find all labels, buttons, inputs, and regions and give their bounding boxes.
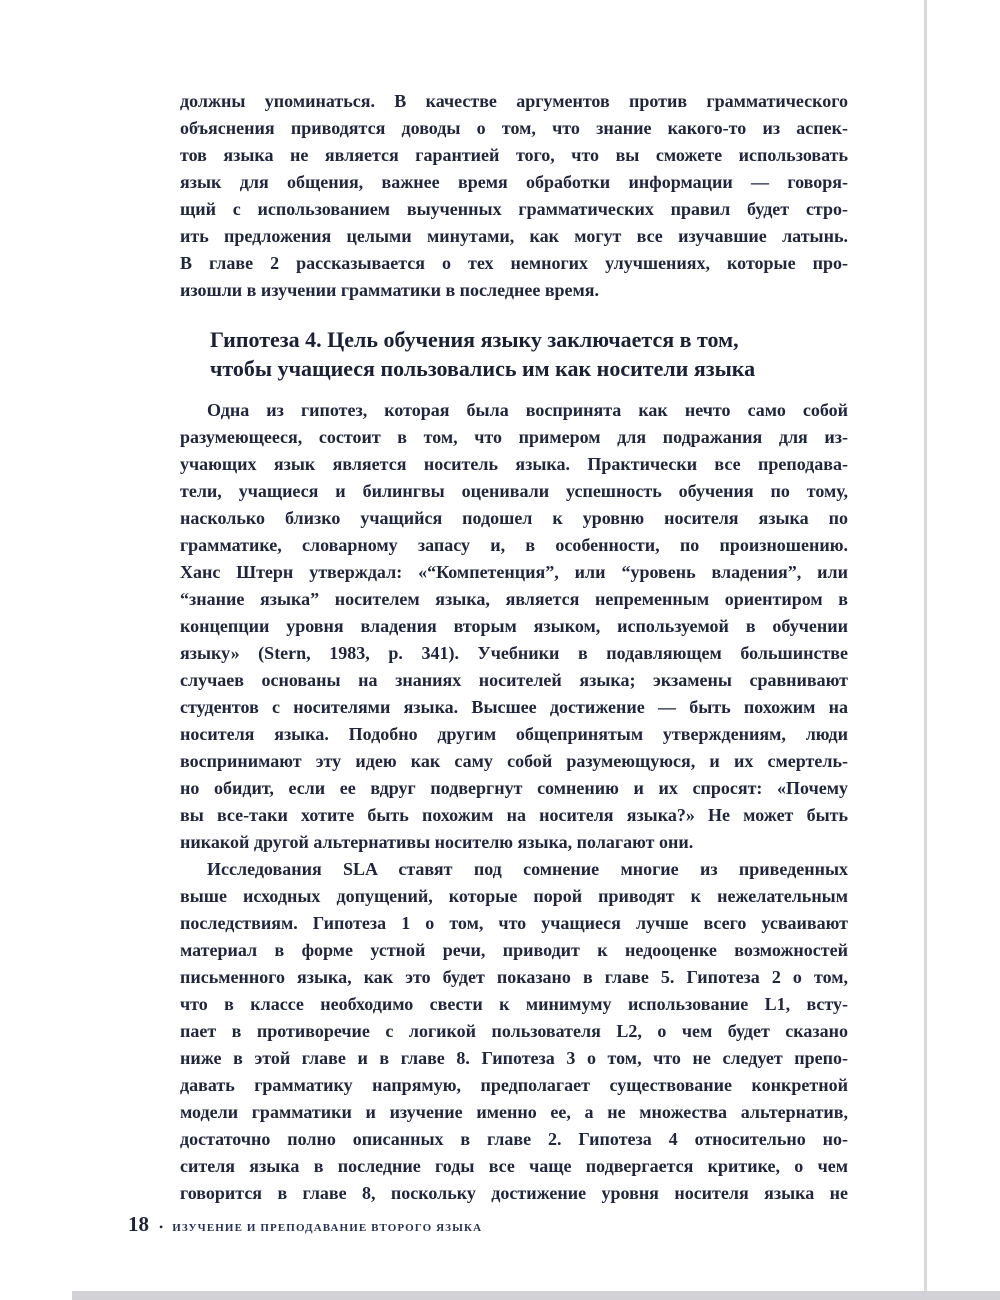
text-line: тов языка не является гарантией того, что вы сможете использовать	[180, 145, 848, 165]
text-line: грамматике, словарному запасу и, в особенности, по произношению.	[180, 535, 848, 555]
text-line: никакой другой альтернативы носителю языка, полагают они.	[180, 832, 694, 852]
section-heading	[210, 325, 850, 383]
text-line: щий с использованием выученных грамматических правил будет стро-	[180, 199, 848, 219]
text-line: давать грамматику напрямую, предполагает существование конкретной	[180, 1075, 848, 1095]
text-line: носителя языка. Подобно другим общепринятым утверждениям, люди	[180, 724, 848, 744]
paragraph-sla-research	[180, 856, 848, 1207]
bullet-separator-icon: •	[159, 1220, 164, 1234]
text-line: модели грамматики и изучение именно ее, а не множества альтернатив,	[180, 1102, 848, 1122]
text-line: говорится в главе 8, поскольку достижение уровня носителя языка не	[180, 1183, 848, 1203]
text-line: пает в противоречие с логикой пользователя L2, о чем будет сказано	[180, 1021, 848, 1041]
heading-line: чтобы учащиеся пользовались им как носители языка	[210, 356, 756, 381]
text-line: Одна из гипотез, которая была воспринята как нечто само собой	[207, 400, 848, 420]
text-line: тели, учащиеся и билингвы оценивали успешность обучения по тому,	[180, 481, 848, 501]
heading-line: Гипотеза 4. Цель обучения языку заключается в том,	[210, 327, 739, 352]
text-line: студентов с носителями языка. Высшее достижение — быть похожим на	[180, 697, 848, 717]
text-line: вы все-таки хотите быть похожим на носителя языка?» Не может быть	[180, 805, 848, 825]
text-line: объяснения приводятся доводы о том, что знание какого-то из аспек-	[180, 118, 848, 138]
text-line: выше исходных допущений, которые порой приводят к нежелательным	[180, 886, 848, 906]
text-line: ить предложения целыми минутами, как могут все изучавшие латынь.	[180, 226, 848, 246]
text-line: материал в форме устной речи, приводит к недооценке возможностей	[180, 940, 848, 960]
text-line: концепции уровня владения вторым языком, используемой в обучении	[180, 616, 848, 636]
text-line: должны упоминаться. В качестве аргументов против грамматического	[180, 91, 848, 111]
text-line: письменного языка, как это будет показано в главе 5. Гипотеза 2 о том,	[180, 967, 848, 987]
text-line: ниже в этой главе и в главе 8. Гипотеза 3 о том, что не следует препо-	[180, 1048, 848, 1068]
text-line: последствиям. Гипотеза 1 о том, что учащиеся лучше всего усваивают	[180, 913, 848, 933]
text-line: язык для общения, важнее время обработки информации — говоря-	[180, 172, 848, 192]
text-line: учающих язык является носитель языка. Практически все преподава-	[180, 454, 848, 474]
page-footer	[128, 1212, 828, 1240]
text-line: случаев основаны на знаниях носителей языка; экзамены сравнивают	[180, 670, 848, 690]
running-title: ИЗУЧЕНИЕ И ПРЕПОДАВАНИЕ ВТОРОГО ЯЗЫКА	[172, 1222, 483, 1234]
text-line: сителя языка в последние годы все чаще подвергается критике, о чем	[180, 1156, 848, 1176]
text-line: насколько близко учащийся подошел к уровню носителя языка по	[180, 508, 848, 528]
text-line: достаточно полно описанных в главе 2. Гипотеза 4 относительно но-	[180, 1129, 848, 1149]
text-line: языку» (Stern, 1983, p. 341). Учебники в подавляющем большинстве	[180, 643, 848, 663]
text-line: разумеющееся, состоит в том, что примером для подражания для из-	[180, 427, 848, 447]
scan-page-edge-shadow	[924, 0, 927, 1292]
text-line: “знание языка” носителем языка, является непременным ориентиром в	[180, 589, 848, 609]
scan-bottom-edge-shadow	[72, 1291, 1000, 1300]
paragraph-native-speaker	[180, 397, 848, 856]
text-line: что в классе необходимо свести к минимуму использование L1, всту-	[180, 994, 848, 1014]
page-number: 18	[128, 1212, 149, 1236]
text-line: но обидит, если ее вдруг подвергнут сомнению и их спросят: «Почему	[180, 778, 848, 798]
text-line: изошли в изучении грамматики в последнее время.	[180, 280, 600, 300]
text-line: Исследования SLA ставят под сомнение многие из приведенных	[207, 859, 848, 879]
text-line: Ханс Штерн утверждал: «“Компетенция”, или “уровень владения”, или	[180, 562, 848, 582]
text-line: В главе 2 рассказывается о тех немногих улучшениях, которые про-	[180, 253, 848, 273]
text-line: воспринимают эту идею как саму собой разумеющуюся, и их смертель-	[180, 751, 848, 771]
paragraph-continuation	[180, 88, 848, 304]
